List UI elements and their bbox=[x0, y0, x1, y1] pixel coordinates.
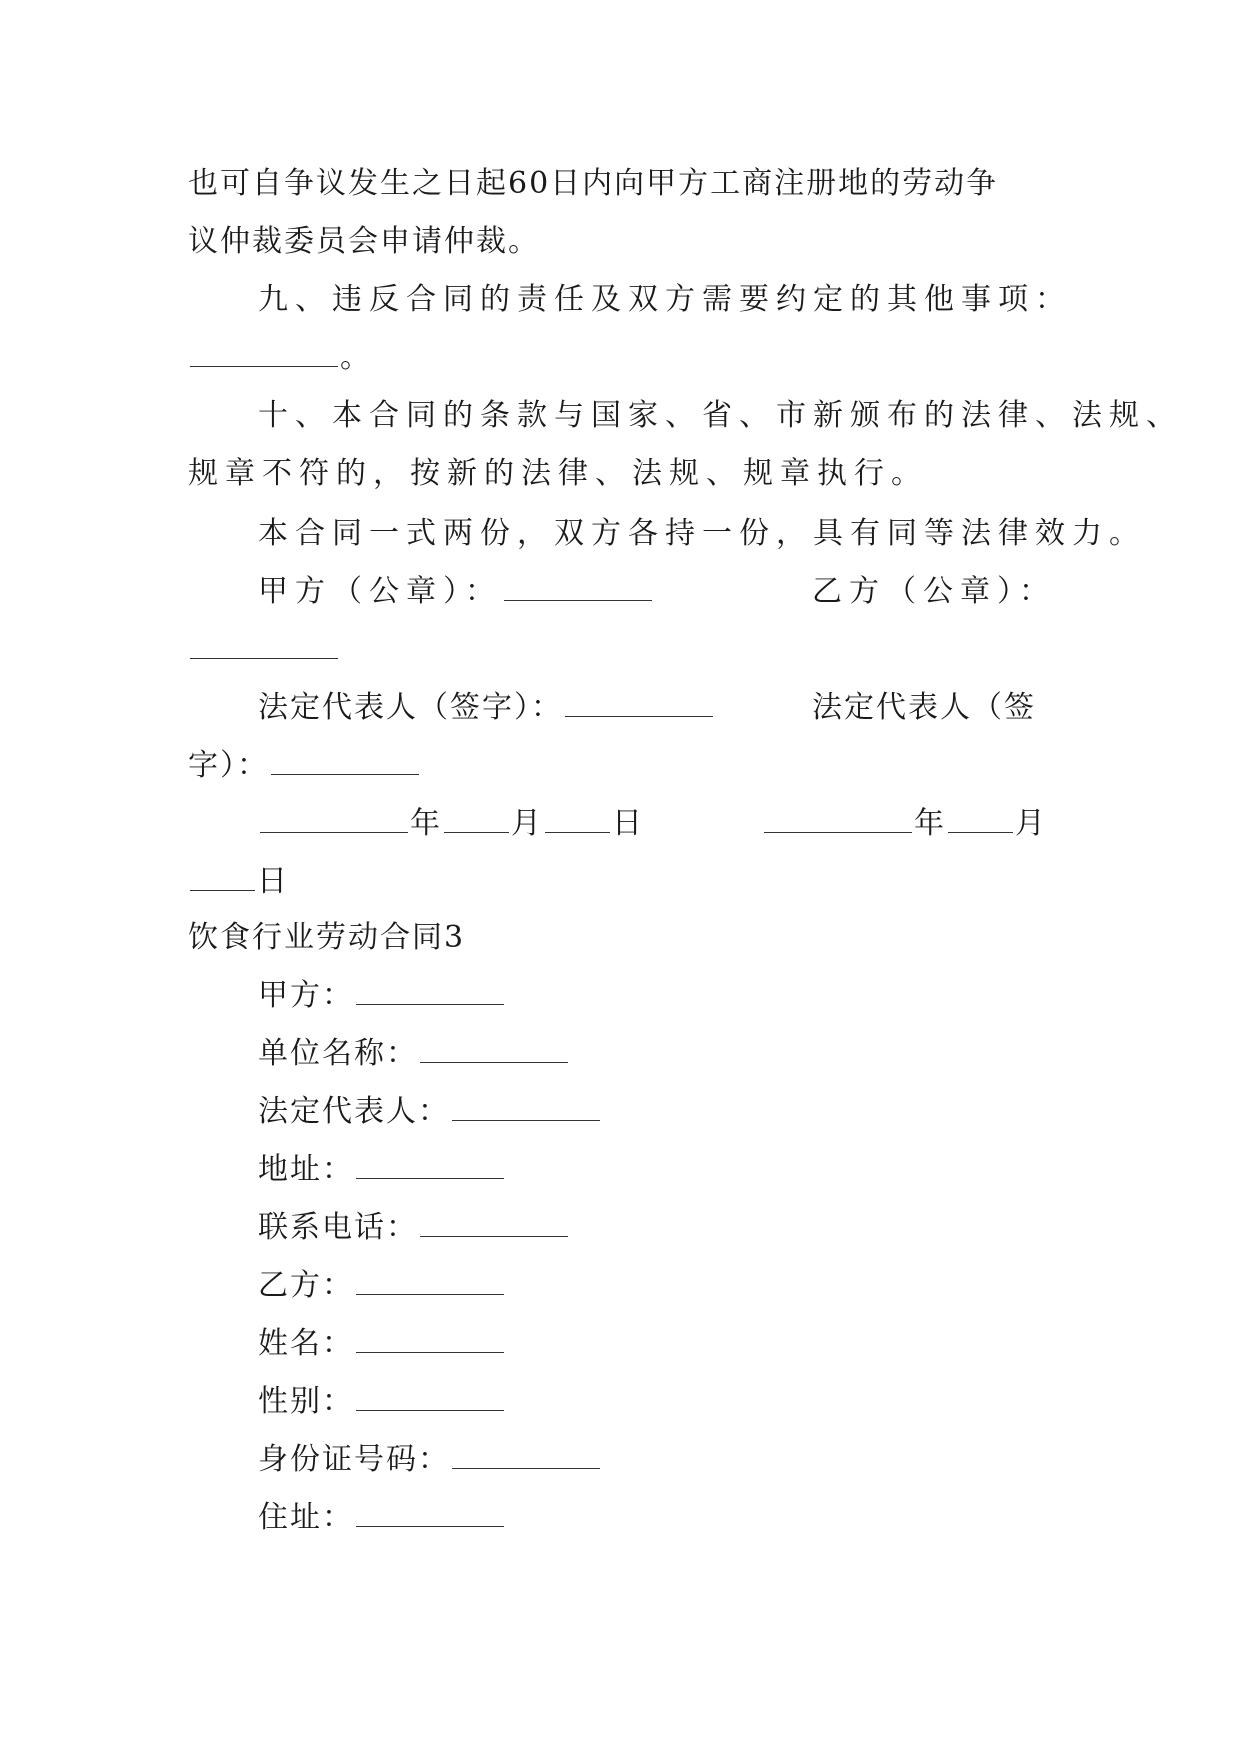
rep-a-signature bbox=[258, 688, 715, 728]
fill-blank bbox=[356, 1502, 504, 1527]
text-line: 九、违反合同的责任及双方需要约定的其他事项： bbox=[258, 282, 1072, 317]
date-label: 年 bbox=[410, 806, 442, 841]
label: 字）： bbox=[188, 748, 269, 783]
party-a-seal bbox=[258, 572, 654, 612]
fill-blank bbox=[545, 808, 610, 833]
text-line: 规章不符的，按新的法律、法规、规章执行。 bbox=[188, 456, 928, 491]
date-a bbox=[258, 804, 644, 844]
field-legal-rep bbox=[258, 1092, 602, 1132]
paragraph-line bbox=[258, 514, 1146, 554]
fill-blank bbox=[420, 1038, 568, 1063]
label: 甲方（公章）： bbox=[258, 574, 502, 609]
fill-blank bbox=[764, 808, 912, 833]
fill-blank bbox=[190, 866, 255, 891]
fill-blank bbox=[504, 576, 652, 601]
field-label: 姓名： bbox=[258, 1326, 354, 1361]
paragraph-line bbox=[188, 222, 540, 262]
clause-ten bbox=[258, 396, 1183, 436]
field-label: 单位名称： bbox=[258, 1036, 418, 1071]
date-label: 日 bbox=[257, 864, 289, 899]
fill-blank bbox=[356, 1386, 504, 1411]
text-line: 。 bbox=[340, 340, 372, 375]
field-label: 甲方： bbox=[258, 978, 354, 1013]
label: 法定代表人（签 bbox=[812, 690, 1036, 725]
date-label: 年 bbox=[914, 806, 946, 841]
fill-blank bbox=[565, 692, 713, 717]
field-party-b bbox=[258, 1266, 506, 1306]
field-company-name bbox=[258, 1034, 570, 1074]
date-label: 月 bbox=[1015, 806, 1047, 841]
fill-blank bbox=[356, 1328, 504, 1353]
clause-nine-blank-line bbox=[188, 338, 372, 378]
date-b-day bbox=[188, 862, 289, 902]
paragraph-line bbox=[188, 164, 998, 204]
label: 乙方（公章）： bbox=[812, 574, 1056, 609]
field-label: 性别： bbox=[258, 1384, 354, 1419]
field-phone bbox=[258, 1208, 570, 1248]
text-line: 议仲裁委员会申请仲裁。 bbox=[188, 224, 540, 259]
field-address bbox=[258, 1150, 506, 1190]
fill-blank bbox=[452, 1096, 600, 1121]
rep-b-signature bbox=[812, 688, 1036, 728]
label: 法定代表人（签字）： bbox=[258, 690, 563, 725]
paragraph-line bbox=[188, 454, 928, 494]
fill-blank bbox=[356, 980, 504, 1005]
field-label: 住址： bbox=[258, 1500, 354, 1535]
fill-blank bbox=[260, 808, 408, 833]
text-line: 本合同一式两份，双方各持一份，具有同等法律效力。 bbox=[258, 516, 1146, 551]
date-b bbox=[762, 804, 1047, 844]
title-text: 饮食行业劳动合同3 bbox=[188, 920, 466, 955]
field-gender bbox=[258, 1382, 506, 1422]
party-b-seal-blank bbox=[188, 630, 340, 670]
field-label: 身份证号码： bbox=[258, 1442, 450, 1477]
fill-blank bbox=[452, 1444, 600, 1469]
fill-blank bbox=[190, 634, 338, 659]
text-line: 十、本合同的条款与国家、省、市新颁布的法律、法规、 bbox=[258, 398, 1183, 433]
fill-blank bbox=[356, 1270, 504, 1295]
section-title bbox=[188, 918, 465, 958]
field-name bbox=[258, 1324, 506, 1364]
fill-blank bbox=[444, 808, 509, 833]
fill-blank bbox=[420, 1212, 568, 1237]
text-line: 也可自争议发生之日起60日内向甲方工商注册地的劳动争 bbox=[188, 166, 999, 201]
party-b-seal bbox=[812, 572, 1056, 612]
clause-nine bbox=[258, 280, 1072, 320]
field-id-number bbox=[258, 1440, 602, 1480]
fill-blank bbox=[356, 1154, 504, 1179]
fill-blank bbox=[190, 342, 338, 367]
field-label: 乙方： bbox=[258, 1268, 354, 1303]
date-label: 日 bbox=[612, 806, 644, 841]
rep-b-signature-cont bbox=[188, 746, 421, 786]
fill-blank bbox=[271, 750, 419, 775]
field-residence bbox=[258, 1498, 506, 1538]
field-label: 法定代表人： bbox=[258, 1094, 450, 1129]
field-label: 联系电话： bbox=[258, 1210, 418, 1245]
field-label: 地址： bbox=[258, 1152, 354, 1187]
date-label: 月 bbox=[511, 806, 543, 841]
field-party-a bbox=[258, 976, 506, 1016]
fill-blank bbox=[948, 808, 1013, 833]
